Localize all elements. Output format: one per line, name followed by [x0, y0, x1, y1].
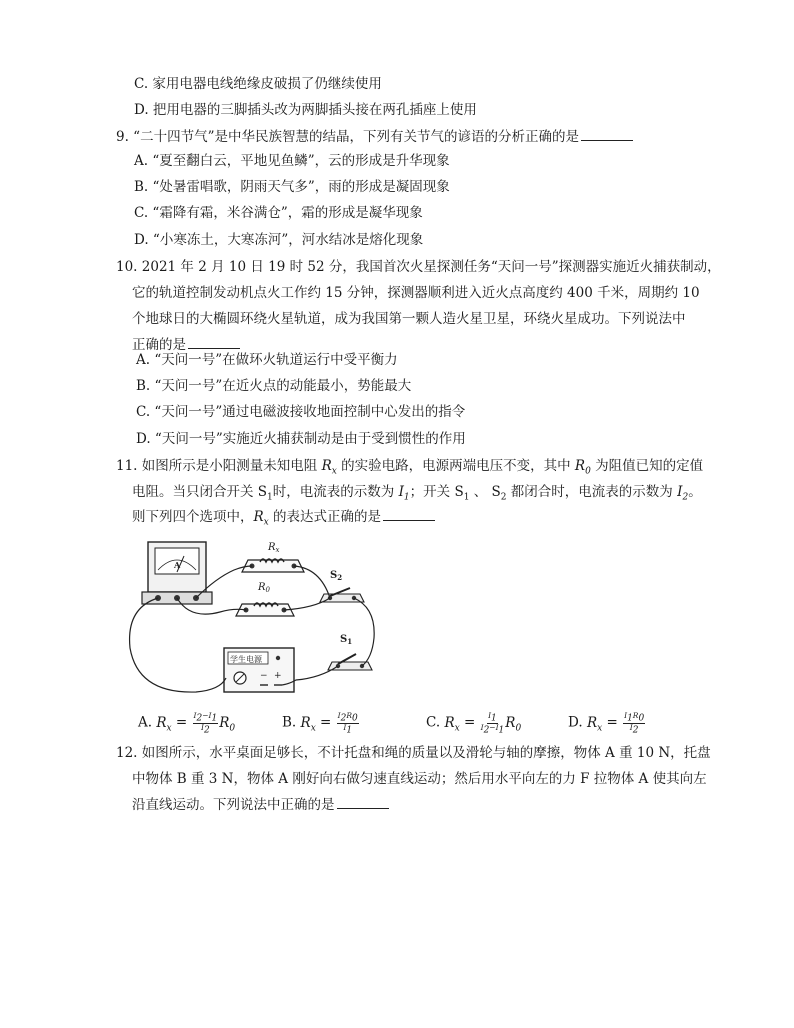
q9-option-b: B. “处暑雷唱歌，阴雨天气多”，雨的形成是凝固现象 — [134, 179, 450, 195]
q10-stem-line2: 它的轨道控制发动机点火工作约 15 分钟，探测器顺利进入近火点高度约 400 千米，周期约 10 — [132, 285, 700, 301]
q11-text: 的表达式正确的是 — [268, 509, 382, 525]
q11-option-a: A. $R_x$ = $\frac{I_2-I_1}{I_2}$ $R_0$ — [138, 711, 236, 735]
rx-label: $R_x$ — [268, 542, 280, 554]
q11-text: 电阻。当只闭合开关 S — [132, 484, 268, 500]
q11-text: 、 S — [469, 484, 501, 500]
r0-symbol: $R_0$ — [574, 458, 591, 477]
i2-symbol: $I_2$ — [677, 484, 689, 503]
q11-option-d: D. $R_x$ = $\frac{I_1R_0}{I_2}$ — [568, 711, 645, 735]
answer-blank — [581, 127, 633, 141]
q10-option-c: C. “天问一号”通过电磁波接收地面控制中心发出的指令 — [136, 404, 466, 420]
answer-blank — [337, 795, 389, 809]
minus-terminal: − — [260, 671, 268, 681]
q8-option-d: D. 把用电器的三脚插头改为两脚插头接在两孔插座上使用 — [134, 102, 477, 118]
resistor-rx — [242, 542, 304, 572]
q11-text: 。 — [688, 484, 702, 500]
q11-text: 的实验电路，电源两端电压不变，其中 — [336, 458, 575, 474]
q9-option-c: C. “霜降有霜，米谷满仓”，霜的形成是凝华现象 — [134, 205, 423, 221]
r0-label: $R_0$ — [258, 582, 270, 594]
rx-symbol: $R_x$ — [253, 509, 269, 528]
q11-text: 为阻值已知的定值 — [590, 458, 704, 474]
q11-text: ；开关 S — [409, 484, 464, 500]
q11-text: 时，电流表的示数为 — [272, 484, 399, 500]
q10-stem-line4-text: 正确的是 — [132, 337, 186, 353]
answer-blank — [383, 507, 435, 521]
q11-stem-line1 — [116, 456, 703, 482]
q9-stem-text: 9. “二十四节气”是中华民族智慧的结晶，下列有关节气的谚语的分析正确的是 — [116, 129, 579, 145]
q11-text: 都闭合时，电流表的示数为 — [506, 484, 678, 500]
q12-stem-line1: 12. 如图所示，水平桌面足够长，不计托盘和绳的质量以及滑轮与轴的摩擦，物体 A 重 10 N，托盘 — [116, 745, 711, 761]
q11-stem-line2: 电阻。当只闭合开关 $S_1$时，电流表的示数为 $I_1$；开关 $S_1$ 、 $S_2$ 都闭合时，电流表的示数为 $I_2$。 — [132, 484, 702, 503]
ammeter-label: A — [174, 560, 181, 570]
resistor-r0 — [236, 582, 294, 616]
q10-stem-line1: 10. 2021 年 2 月 10 日 19 时 52 分，我国首次火星探测任务“天问一号”探测器实施近火捕获制动， — [116, 259, 721, 275]
q11-option-c: C. $R_x$ = $\frac{I_1}{I_2-I_1}$ $R_0$ — [426, 711, 522, 735]
q11-option-b: B. $R_x$ = $\frac{I_2R_0}{I_1}$ — [282, 711, 358, 735]
s1-label: $S_1$ — [340, 634, 353, 646]
ammeter — [142, 542, 212, 604]
circuit-diagram — [124, 528, 384, 704]
q10-option-a: A. “天问一号”在做环火轨道运行中受平衡力 — [136, 352, 398, 368]
rx-symbol: $R_x$ — [321, 458, 337, 477]
power-supply-label: 学生电源 — [230, 655, 262, 664]
s2-label: $S_2$ — [330, 570, 343, 582]
q9-stem — [116, 127, 633, 147]
switch-s2 — [320, 570, 364, 602]
plus-terminal: + — [274, 671, 282, 681]
q9-option-d: D. “小寒冻土，大寒冻河”，河水结冰是熔化现象 — [134, 232, 424, 248]
q12-stem-line3 — [132, 795, 389, 815]
q12-stem-line2: 中物体 B 重 3 N，物体 A 刚好向右做匀速直线运动；然后用水平向左的力 F 拉物体 A 使其向左 — [132, 771, 707, 787]
q12-stem-line3-text: 沿直线运动。下列说法中正确的是 — [132, 797, 335, 813]
q9-option-a: A. “夏至翻白云，平地见鱼鳞”，云的形成是升华现象 — [134, 153, 450, 169]
q10-option-d: D. “天问一号”实施近火捕获制动是由于受到惯性的作用 — [136, 431, 466, 447]
answer-blank — [188, 335, 240, 349]
student-power-supply — [224, 648, 294, 692]
i1-symbol: $I_1$ — [398, 484, 410, 503]
q11-text: 11. 如图所示是小阳测量未知电阻 — [116, 458, 322, 474]
q10-option-b: B. “天问一号”在近火点的动能最小，势能最大 — [136, 378, 412, 394]
q11-text: 则下列四个选项中， — [132, 509, 254, 525]
switch-s1 — [328, 634, 372, 670]
q8-option-c: C. 家用电器电线绝缘皮破损了仍继续使用 — [134, 76, 382, 92]
q10-stem-line3: 个地球日的大椭圆环绕火星轨道，成为我国第一颗人造火星卫星，环绕火星成功。下列说法中 — [132, 311, 686, 327]
